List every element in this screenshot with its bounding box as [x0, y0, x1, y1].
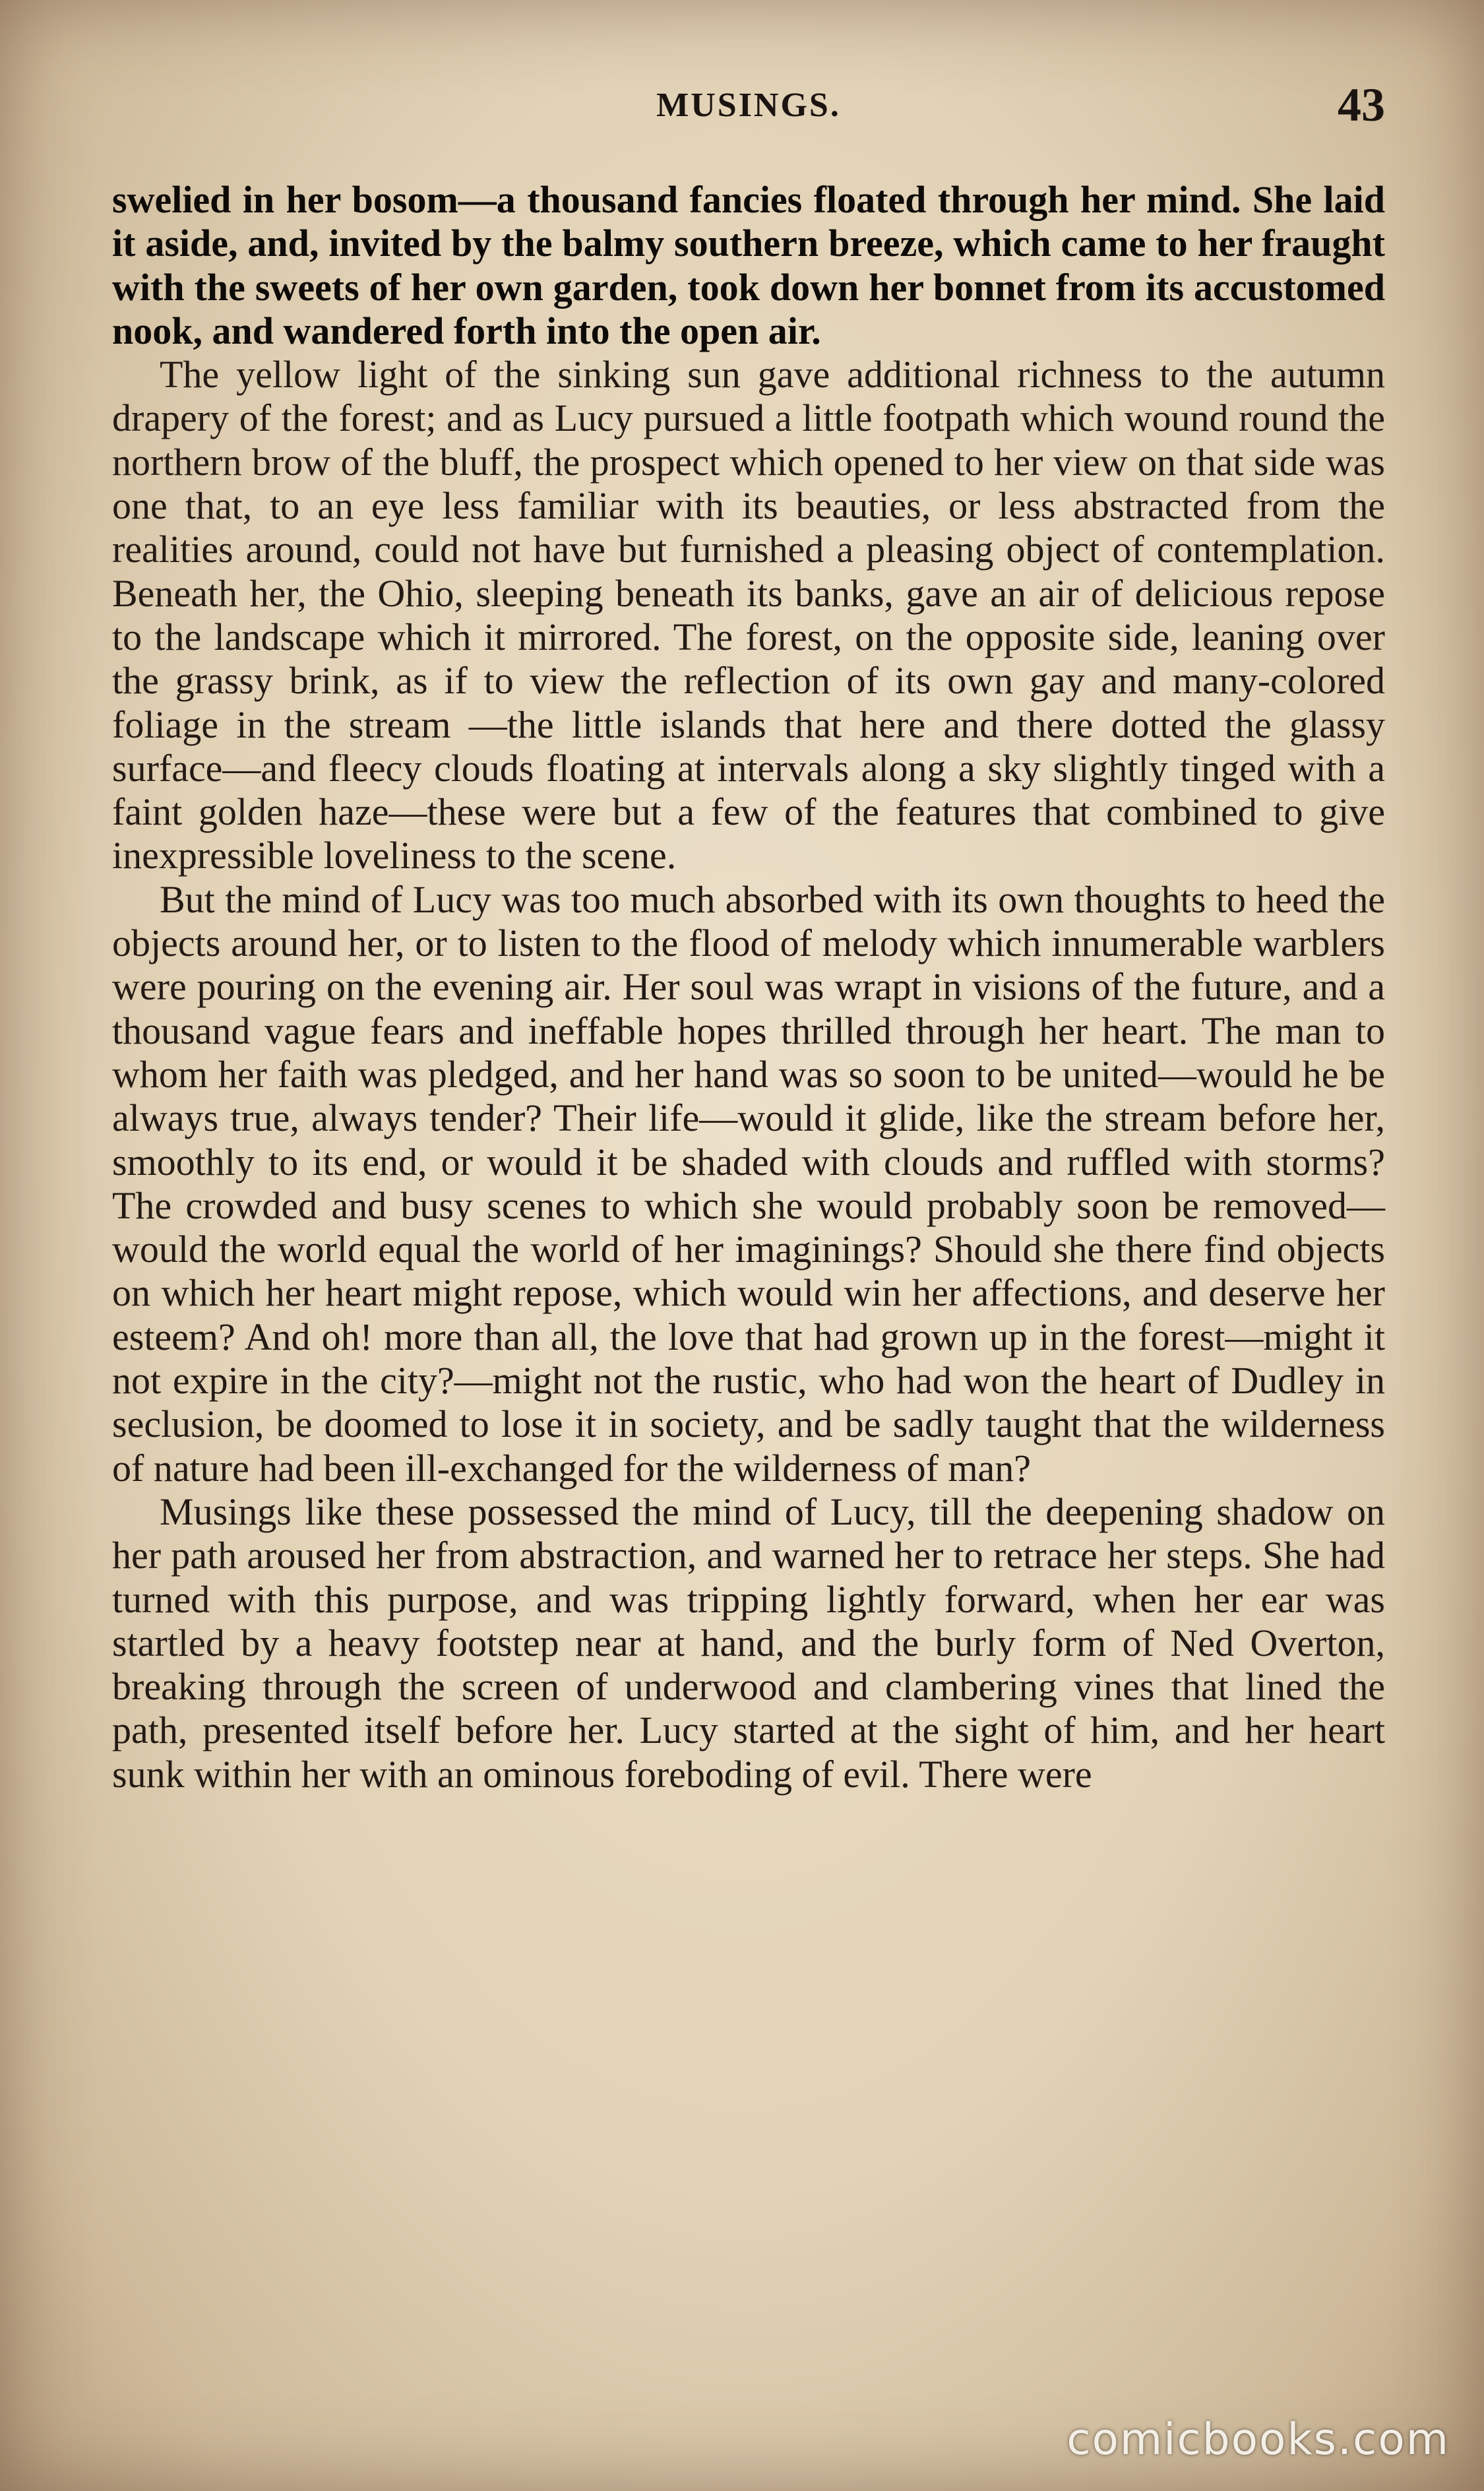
paragraph-4: Musings like these possessed the mind of Lucy, till the deepening shadow on her path aroused her from abstraction, and warned her to retrace her steps. She had turned with this purpose, and was tripping lightly forward, when her ear was startled by a heavy footstep near at hand, and the burly form of Ned Overton, breaking through the screen of underwood and clambering vines that lined the path, presented itself before her. Lucy started at the sight of him, and her heart sunk within her with an ominous foreboding of evil. There were	[112, 1490, 1385, 1796]
paragraph-3: But the mind of Lucy was too much absorbed with its own thoughts to heed the objects around her, or to listen to the flood of melody which innumerable warblers were pouring on the evening air. Her soul was wrapt in visions of the future, and a thousand vague fears and ineffable hopes thrilled through her heart. The man to whom her faith was pledged, and her hand was so soon to be united—would he be always true, always tender? Their life—would it glide, like the stream before her, smoothly to its end, or would it be shaded with clouds and ruffled with storms? The crowded and busy scenes to which she would probably soon be removed—would the world equal the world of her imaginings? Should she there find objects on which her heart might repose, which would win her affections, and deserve her esteem? And oh! more than all, the love that had grown up in the forest—might it not expire in the city?—might not the rustic, who had won the heart of Dudley in seclusion, be doomed to lose it in society, and be sadly taught that the wilderness of nature had been ill-exchanged for the wilderness of man?	[112, 877, 1385, 1490]
watermark: comicbooks.com	[1067, 2414, 1450, 2465]
page-number: 43	[1338, 79, 1385, 131]
paragraph-2: The yellow light of the sinking sun gave additional richness to the autumn drapery of the forest; and as Lucy pursued a little footpath which wound round the northern brow of the bluff, the prospect which opened to her view on that side was one that, to an eye less familiar with its beauties, or less abstracted from the realities around, could not have but furnished a pleasing object of contemplation. Beneath her, the Ohio, sleeping beneath its banks, gave an air of delicious repose to the landscape which it mirrored. The forest, on the opposite side, leaning over the grassy brink, as if to view the reflection of its own gay and many-colored foliage in the stream —the little islands that here and there dotted the glassy surface—and fleecy clouds floating at intervals along a sky slightly tinged with a faint golden haze—these were but a few of the features that combined to give inexpressible loveliness to the scene.	[112, 353, 1385, 877]
page-header	[112, 78, 1385, 137]
body-text	[112, 178, 1385, 1796]
running-head: MUSINGS.	[656, 86, 841, 124]
paragraph-1: swelied in her bosom—a thousand fancies floated through her mind. She laid it aside, and, invited by the balmy southern breeze, which came to her fraught with the sweets of her own garden, took down her bonnet from its accustomed nook, and wandered forth into the open air.	[112, 178, 1385, 352]
